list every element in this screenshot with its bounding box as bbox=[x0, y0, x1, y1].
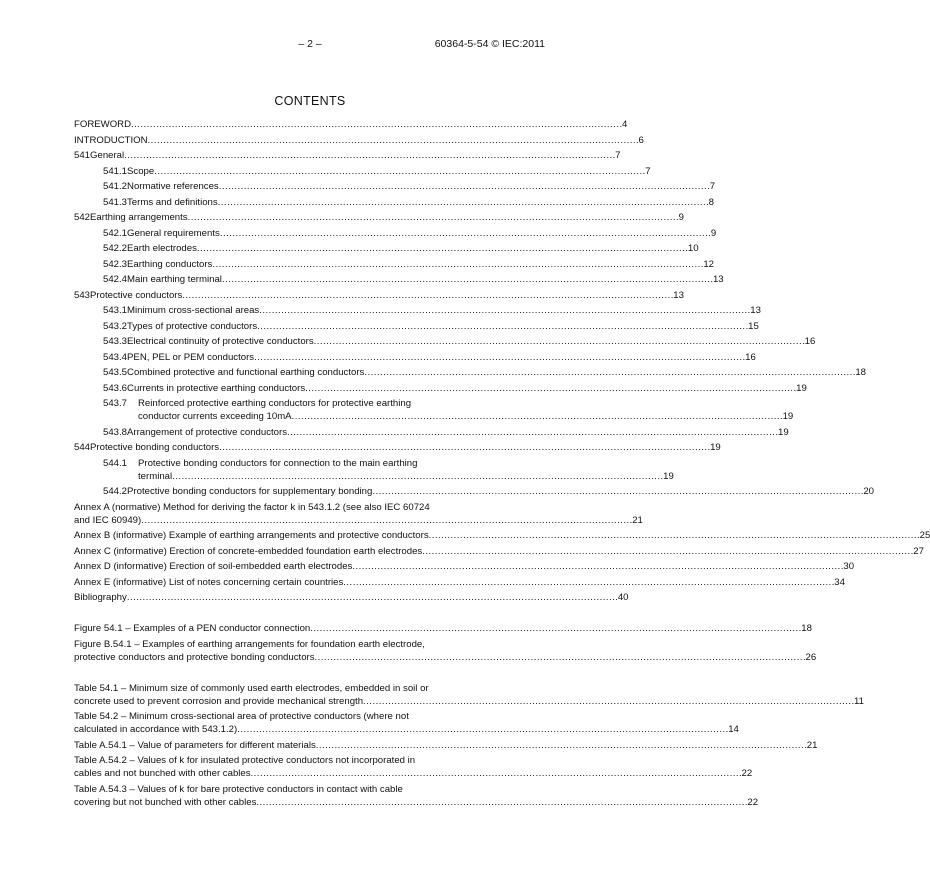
toc-entry[interactable] bbox=[74, 397, 794, 423]
toc-entry-text: Reinforced protective earthing conductors for protective earthing bbox=[138, 398, 412, 409]
toc-entry-number: 541 bbox=[74, 150, 91, 161]
toc-entry-text: General requirements bbox=[127, 227, 220, 239]
toc-entry-text: Figure B.54.1 – Examples of earthing arrangements for foundation earth electrode, bbox=[74, 638, 425, 650]
toc-entry-text: Table 54.2 – Minimum cross-sectional area of protective conductors (where not bbox=[74, 711, 409, 722]
toc-entry-line bbox=[103, 304, 761, 317]
toc-entry-page: 7 bbox=[615, 150, 621, 161]
dot-leader bbox=[172, 470, 662, 483]
toc-entry-text: Annex D (informative) Erection of soil-embedded earth electrodes bbox=[74, 561, 353, 572]
dot-leader bbox=[256, 796, 746, 809]
toc-entry[interactable] bbox=[74, 501, 643, 527]
toc-entry-number: 543.5 bbox=[103, 367, 128, 378]
dot-leader bbox=[352, 560, 842, 573]
toc-entry-last-line bbox=[74, 723, 739, 736]
dot-leader bbox=[372, 485, 862, 498]
dot-leader bbox=[305, 382, 795, 395]
toc-entry-page: 27 bbox=[913, 545, 924, 557]
toc-entry-line bbox=[74, 289, 684, 302]
toc-entry-line bbox=[74, 739, 818, 752]
standard-reference: 60364-5-54 © IEC:2011 bbox=[434, 38, 545, 50]
toc-entry-line bbox=[74, 545, 924, 558]
toc-entry-page: 19 bbox=[778, 426, 789, 438]
toc-entry[interactable] bbox=[74, 545, 924, 558]
toc-entry[interactable] bbox=[74, 335, 816, 348]
dot-leader bbox=[237, 723, 727, 736]
toc-entry[interactable] bbox=[74, 638, 817, 664]
toc-entry-text: calculated in accordance with 543.1.2) bbox=[74, 724, 238, 735]
dot-leader bbox=[254, 351, 744, 364]
dot-leader bbox=[292, 410, 782, 423]
toc-entry-text: Annex C (informative) Erection of concrete-embedded foundation earth electrodes bbox=[74, 545, 423, 557]
toc-entry-page: 9 bbox=[678, 212, 684, 223]
dot-leader bbox=[220, 227, 710, 240]
toc-entry-number: 543.4 bbox=[103, 351, 128, 363]
toc-entry[interactable] bbox=[74, 289, 684, 302]
toc-entry-page: 13 bbox=[750, 305, 761, 316]
toc-entry-page: 18 bbox=[855, 367, 867, 378]
toc-entry-text: INTRODUCTION bbox=[74, 134, 148, 146]
toc-entry-page: 6 bbox=[638, 134, 644, 146]
dot-leader bbox=[127, 591, 617, 604]
toc-entry-multiline bbox=[103, 457, 674, 483]
toc-entry-number: 543 bbox=[74, 289, 91, 301]
dot-leader bbox=[364, 366, 854, 379]
toc-entry-page: 21 bbox=[632, 514, 643, 526]
dot-leader bbox=[251, 767, 741, 780]
dot-leader bbox=[315, 651, 805, 664]
toc-entry-number: 543.2 bbox=[103, 320, 128, 332]
toc-entry-text: Protective bonding conductors for supplementary bonding bbox=[127, 486, 373, 497]
toc-entry-line bbox=[103, 320, 759, 333]
toc-entry-page: 22 bbox=[741, 768, 753, 779]
toc-entry-number: 544.1 bbox=[103, 457, 128, 469]
toc-entry-page: 16 bbox=[804, 336, 816, 347]
dot-leader bbox=[218, 196, 708, 209]
toc-entry-page: 8 bbox=[708, 196, 715, 208]
toc-entry-page: 10 bbox=[687, 243, 699, 254]
toc-entry-text: Terms and definitions bbox=[127, 196, 218, 208]
toc-entry-number: 542.3 bbox=[103, 258, 128, 270]
toc-entry-page: 40 bbox=[617, 592, 629, 603]
toc-entry[interactable] bbox=[74, 682, 865, 708]
toc-entry-page: 25 bbox=[919, 530, 930, 541]
toc-entry-text: Electrical continuity of protective conductors bbox=[127, 336, 314, 347]
toc-entry-line bbox=[74, 149, 621, 162]
toc-entry-text: PEN, PEL or PEM conductors bbox=[127, 351, 255, 363]
toc-entry-line bbox=[74, 576, 845, 589]
toc-entry-number: 542 bbox=[74, 212, 91, 223]
toc-entry-text: Bibliography bbox=[74, 592, 127, 603]
toc-entry-text: Combined protective and functional earthing conductors bbox=[127, 367, 365, 378]
toc-entry-line bbox=[74, 529, 930, 542]
toc-entry[interactable] bbox=[74, 304, 761, 317]
toc-entry[interactable] bbox=[74, 754, 753, 780]
toc-entry-line bbox=[74, 622, 812, 635]
dot-leader bbox=[316, 739, 806, 752]
toc-entry[interactable] bbox=[74, 351, 756, 364]
toc-entry-text: protective conductors and protective bonding conductors bbox=[74, 651, 315, 663]
dot-leader bbox=[188, 211, 678, 224]
toc-entry[interactable] bbox=[74, 739, 818, 752]
toc-entry-text: cables and not bunched with other cables bbox=[74, 768, 251, 779]
toc-entry-text: Types of protective conductors bbox=[127, 320, 258, 332]
toc-entry[interactable] bbox=[74, 576, 845, 589]
toc-entry-line bbox=[103, 382, 807, 395]
toc-entry-text: Main earthing terminal bbox=[127, 274, 222, 285]
table-of-contents bbox=[74, 118, 930, 811]
toc-entry-text: Table A.54.3 – Values of k for bare protective conductors in contact with cable bbox=[74, 783, 403, 795]
dot-leader bbox=[219, 180, 709, 193]
dot-leader bbox=[148, 134, 638, 147]
toc-entry-text: Annex A (normative) Method for deriving the factor k in 543.1.2 (see also IEC 60724 bbox=[74, 501, 430, 513]
dot-leader bbox=[222, 273, 712, 286]
dot-leader bbox=[212, 258, 702, 271]
toc-entry[interactable] bbox=[74, 710, 739, 736]
toc-entry-text: concrete used to prevent corrosion and provide mechanical strength bbox=[74, 695, 364, 707]
toc-entry[interactable] bbox=[74, 591, 629, 604]
toc-entry-page: 22 bbox=[747, 796, 759, 808]
toc-entry-page: 13 bbox=[712, 274, 724, 285]
toc-entry[interactable] bbox=[74, 180, 716, 193]
toc-entry-last-line bbox=[74, 695, 865, 708]
toc-entry-number: 542.1 bbox=[103, 227, 128, 239]
dot-leader bbox=[124, 149, 614, 162]
toc-entry-text: Table A.54.1 – Value of parameters for different materials bbox=[74, 739, 316, 751]
toc-entry-last-line bbox=[74, 514, 643, 527]
toc-entry[interactable] bbox=[74, 457, 674, 483]
toc-entry[interactable] bbox=[74, 560, 855, 573]
toc-entry[interactable] bbox=[74, 273, 724, 286]
toc-entry-number: 544 bbox=[74, 442, 91, 453]
toc-entry-number: 543.8 bbox=[103, 426, 128, 438]
toc-entry[interactable] bbox=[74, 441, 721, 454]
toc-entry-text: Earth electrodes bbox=[127, 243, 197, 254]
toc-entry-number: 543.1 bbox=[103, 305, 128, 316]
toc-entry-line bbox=[74, 441, 721, 454]
toc-entry-line bbox=[74, 591, 629, 604]
toc-entry[interactable] bbox=[74, 211, 684, 224]
dot-leader bbox=[131, 118, 621, 131]
toc-entry-page: 21 bbox=[806, 739, 818, 751]
toc-entry-page: 26 bbox=[805, 651, 817, 663]
toc-entry[interactable] bbox=[74, 485, 875, 498]
toc-entry-number: 543.7 bbox=[103, 398, 128, 409]
toc-entry-number: 541.1 bbox=[103, 165, 128, 177]
toc-entry[interactable] bbox=[74, 366, 867, 379]
toc-entry-text: Arrangement of protective conductors bbox=[127, 426, 287, 438]
toc-entry-text: covering but not bunched with other cables bbox=[74, 796, 257, 808]
toc-entry-text: Minimum cross-sectional areas bbox=[127, 305, 260, 316]
dot-leader bbox=[219, 441, 709, 454]
page-title: CONTENTS bbox=[274, 94, 346, 108]
toc-entry-number: 541.3 bbox=[103, 196, 128, 208]
toc-entry-line bbox=[74, 118, 628, 131]
toc-entry[interactable] bbox=[74, 320, 759, 333]
toc-entry-line bbox=[103, 335, 816, 348]
page-number: – 2 – bbox=[298, 38, 322, 50]
toc-entry-page: 7 bbox=[645, 165, 651, 177]
dot-leader bbox=[287, 426, 777, 439]
toc-entry[interactable] bbox=[74, 227, 717, 240]
toc-entry-text: conductor currents exceeding 10mA bbox=[138, 411, 292, 422]
toc-entry-text: and IEC 60949) bbox=[74, 514, 142, 526]
toc-entry[interactable] bbox=[74, 118, 628, 131]
toc-entry-last-line bbox=[74, 796, 759, 809]
dot-leader bbox=[259, 304, 749, 317]
toc-entry-line bbox=[74, 560, 855, 573]
toc-entry[interactable] bbox=[74, 134, 644, 147]
toc-entry-page: 19 bbox=[663, 470, 674, 482]
toc-entry-page: 11 bbox=[854, 695, 865, 707]
dot-leader bbox=[154, 165, 644, 178]
toc-entry[interactable] bbox=[74, 426, 789, 439]
dot-leader bbox=[310, 622, 800, 635]
toc-entry-line bbox=[74, 134, 644, 147]
dot-leader bbox=[182, 289, 672, 302]
toc-entry-page: 30 bbox=[843, 561, 855, 572]
toc-entry[interactable] bbox=[74, 165, 651, 178]
toc-entry-last-line bbox=[138, 410, 793, 423]
toc-entry-number: 542.2 bbox=[103, 243, 128, 254]
toc-entry[interactable] bbox=[74, 196, 715, 209]
toc-entry-multiline bbox=[103, 397, 794, 423]
toc-entry-page: 4 bbox=[622, 119, 628, 130]
toc-entry-text: Figure 54.1 – Examples of a PEN conductor connection bbox=[74, 623, 311, 634]
toc-entry-line bbox=[103, 165, 651, 178]
dot-leader bbox=[422, 545, 912, 558]
toc-entry-page: 16 bbox=[745, 351, 756, 363]
toc-entry-line bbox=[103, 258, 715, 271]
dot-leader bbox=[343, 576, 833, 589]
toc-entry-page: 20 bbox=[863, 486, 875, 497]
toc-entry-last-line bbox=[74, 767, 753, 780]
dot-leader bbox=[257, 320, 747, 333]
toc-entry-text: Earthing conductors bbox=[127, 258, 213, 270]
toc-entry-line bbox=[103, 426, 789, 439]
toc-entry-text: Protective bonding conductors bbox=[90, 442, 220, 453]
toc-entry-page: 19 bbox=[782, 411, 794, 422]
toc-entry-body bbox=[138, 457, 674, 483]
toc-entry-last-line bbox=[74, 651, 817, 664]
dot-leader bbox=[197, 242, 687, 255]
dot-leader bbox=[314, 335, 804, 348]
toc-entry-text: Annex B (informative) Example of earthing arrangements and protective conductors bbox=[74, 530, 429, 541]
dot-leader bbox=[363, 695, 853, 708]
toc-entry-page: 34 bbox=[834, 576, 845, 588]
toc-entry-text: Table A.54.2 – Values of k for insulated protective conductors not incorporated in bbox=[74, 755, 416, 766]
toc-entry-text: FOREWORD bbox=[74, 119, 132, 130]
dot-leader bbox=[141, 514, 631, 527]
toc-entry-line bbox=[103, 366, 867, 379]
toc-entry[interactable] bbox=[74, 258, 715, 271]
toc-entry-page: 19 bbox=[796, 382, 807, 394]
toc-entry-text: Normative references bbox=[127, 181, 219, 192]
toc-entry-line bbox=[103, 196, 715, 209]
toc-entry-number: 544.2 bbox=[103, 486, 128, 497]
toc-entry-number: 543.6 bbox=[103, 382, 128, 394]
toc-entry-number: 542.4 bbox=[103, 274, 128, 285]
toc-entry[interactable] bbox=[74, 783, 759, 809]
toc-entry-text: Scope bbox=[127, 165, 155, 177]
toc-entry-page: 13 bbox=[673, 289, 684, 301]
toc-entry-page: 9 bbox=[710, 227, 717, 239]
toc-entry-text: Earthing arrangements bbox=[90, 212, 188, 223]
toc-entry[interactable] bbox=[74, 242, 699, 255]
toc-entry-line bbox=[103, 273, 724, 286]
toc-entry-number: 541.2 bbox=[103, 181, 128, 192]
toc-entry-page: 15 bbox=[748, 320, 759, 332]
toc-entry-text: Protective bonding conductors for connection to the main earthing bbox=[138, 457, 418, 469]
toc-entry-text: Currents in protective earthing conductors bbox=[127, 382, 306, 394]
toc-entry-body bbox=[138, 397, 793, 423]
toc-entry-number: 543.3 bbox=[103, 336, 128, 347]
toc-entry-line bbox=[103, 180, 716, 193]
toc-entry-page: 14 bbox=[728, 724, 739, 735]
toc-entry-text: Protective conductors bbox=[90, 289, 183, 301]
toc-entry-text: Annex E (informative) List of notes concerning certain countries bbox=[74, 576, 344, 588]
toc-entry[interactable] bbox=[74, 149, 621, 162]
toc-entry-line bbox=[103, 351, 756, 364]
toc-entry-line bbox=[103, 227, 717, 240]
toc-entry-text: Table 54.1 – Minimum size of commonly used earth electrodes, embedded in soil or bbox=[74, 682, 429, 694]
toc-entry-page: 7 bbox=[709, 181, 716, 192]
toc-entry[interactable] bbox=[74, 529, 930, 542]
dot-leader bbox=[429, 529, 919, 542]
toc-entry-text: terminal bbox=[138, 470, 173, 482]
toc-entry[interactable] bbox=[74, 622, 812, 635]
toc-entry-line bbox=[103, 485, 875, 498]
toc-entry-page: 18 bbox=[801, 623, 812, 634]
toc-entry-page: 12 bbox=[703, 258, 715, 270]
toc-entry-last-line bbox=[138, 470, 674, 483]
toc-entry-line bbox=[103, 242, 699, 255]
toc-entry-line bbox=[74, 211, 684, 224]
toc-entry-page: 19 bbox=[710, 442, 721, 453]
toc-entry[interactable] bbox=[74, 382, 807, 395]
toc-entry-text: General bbox=[90, 150, 125, 161]
